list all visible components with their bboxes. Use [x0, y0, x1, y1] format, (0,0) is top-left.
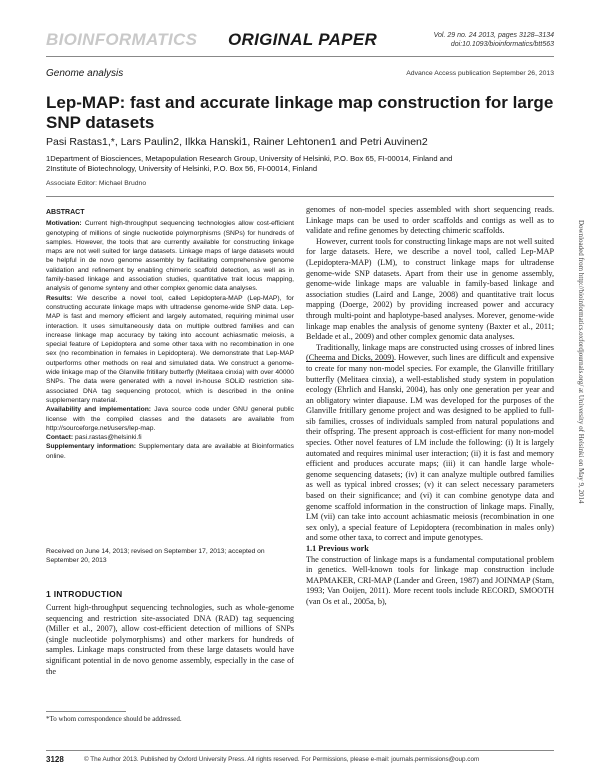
results-label: Results:: [46, 294, 73, 302]
advance-access: Advance Access publication September 26, 2013: [406, 70, 554, 77]
supp-label: Supplementary information:: [46, 443, 137, 451]
citation-link[interactable]: (Cheema and Dicks, 2009): [306, 353, 395, 363]
submission-dates: Received on June 14, 2013; revised on September 17, 2013; accepted on September 20, 2013: [46, 548, 265, 565]
copyright-line: © The Author 2013. Published by Oxford University Press. All rights reserved. For Permissions, please e-mail: journals.permissions@oup.com: [84, 756, 480, 763]
title-rule: [46, 196, 554, 197]
supp-text: Supplementary data are available at Bioinformatics online.: [46, 443, 294, 460]
footnote-rule: [46, 711, 126, 712]
abstract-supplementary: [46, 442, 294, 461]
contact-label: Contact:: [46, 434, 74, 442]
download-stamp-text: Downloaded from http://bioinformatics.oxfordjournals.org/ at University of Helsinki on May 9, 2014: [577, 220, 585, 504]
header-rule: [46, 56, 554, 57]
page-number: 3128: [46, 755, 64, 764]
associate-editor: Associate Editor: Michael Brudno: [46, 180, 147, 187]
affiliation-2: 2Institute of Biotechnology, University of Helsinki, P.O. Box 56, FI-00014, Finland: [46, 164, 318, 173]
section-label: Genome analysis: [46, 68, 124, 79]
author-list: Pasi Rastas1,*, Lars Paulin2, Ilkka Hanski1, Rainer Lehtonen1 and Petri Auvinen2: [46, 136, 428, 148]
abstract-contact: [46, 433, 294, 442]
paper-title: Lep-MAP: fast and accurate linkage map construction for large SNP datasets: [46, 93, 554, 132]
abstract: [46, 208, 294, 461]
download-stamp: [573, 220, 585, 650]
abstract-heading: ABSTRACT: [46, 209, 85, 216]
right-paragraph-2: However, current tools for constructing linkage maps are not well suited for large datasets. Here, we describe a novel tool, called Lep-MAP (Lepidoptera-MAP) (LM), to construct linkage maps for ultradense genome-wide SNP datasets. Apart from their use in genome assembly, genome-wide linkage maps are valuable in family-based linkage and association studies (Laird and Lange, 2008) and quantitative trait locus mapping (Doerge, 2002) by providing increased power and accuracy through multi-point and haplotype-based analyses. Morever, genome-wide linkage map enables the analysis of genome synteny (Baxter et al., 2011; Beldade et al., 2009) and other complex genomic data analyses.: [306, 236, 554, 342]
abstract-results: [46, 294, 294, 406]
p3-rest: . However, such lines are difficult and expensive to create for many non-model species. For example, the Glanville fritillary butterfly (Melitaea cinxia), a well-established study system in population ecology (Ehrlich and Hanski, 2004), has only one generation per year and an obligatory winter diapause. LM was developed for the purposes of the Glanville fritillary genome project and was designed to be applied to full-sib families, crosses of individuals sampled from natural populations and their offspring. The present approach is cost-efficient for many non-model species. Other novel features of LM include the following: (i) It is largely automated and requires minimal user interaction; (ii) it is fast and memory efficient and produces accurate maps; (iii) it can handle large whole-genome sequencing datasets; (iv) it can analyze multiple outbred families as well as typical inbred crosses; (v) it can select necessary parameters based on their significance; and (vi) it can combine genotype data and genome scaffold information in the construction of linkage maps. Finally, LM (vii) can take into account achiasmatic meiosis (recombination in one sex only), a special feature of Lepidoptera (recombination in males only) and some other taxa, to correct and impute genotypes.: [306, 353, 554, 543]
intro-paragraph: Current high-throughput sequencing technologies, such as whole-genome sequencing and restriction site-associated DNA (RAD) tag sequencing (Miller et al., 2007), allow cost-efficient detection of millions of SNPs (single nucleotide polymorphisms) and other markers for hundreds of samples. Linkage maps constructed from these large datasets would have significant potential in de novo genome assembly, especially in the case of the: [46, 603, 294, 676]
correspondence-footnote: *To whom correspondence should be addressed.: [46, 715, 182, 723]
paper-type: ORIGINAL PAPER: [228, 30, 378, 49]
contact-email[interactable]: pasi.rastas@helsinki.fi: [74, 434, 142, 442]
p3-start: Traditionally, linkage maps are constructed using crosses of inbred lines: [316, 342, 554, 352]
right-paragraph-4: The construction of linkage maps is a fundamental computational problem in genetics. Well-known tools for linkage map construction include MAPMAKER, CRI-MAP (Lander and Green, 1987) and JOINMAP (Stam, 1993; Van Ooijen, 2011). More recent tools include RECORD, SMOOTH (van Os et al., 2005a, b),: [306, 554, 554, 606]
doi-line[interactable]: doi:10.1093/bioinformatics/btt563: [450, 41, 554, 48]
subsection-heading: 1.1 Previous work: [306, 544, 369, 553]
right-paragraph-1: genomes of non-model species assembled with short sequencing reads. Linkage maps can be used to order scaffolds and contigs as well as to validate and refine genomes by detecting chimeric scaffolds.: [306, 205, 554, 236]
affiliation-1: 1Department of Biosciences, Metapopulation Research Group, University of Helsinki, P.O. Box 65, FI-00014, Finland and: [46, 154, 453, 163]
motivation-text: Current high-throughput sequencing technologies allow cost-efficient genotyping of millions of single nucleotide polymorphisms (SNPs) for hundreds of samples. However, the tools that are currently available for constructing linkage maps are not well suited for large datasets. Linkage maps of large datasets would be helpful in de novo genome assembly by facilitating comprehensive genome validation and refinement by enabling chimeric scaffold detection, as well as in family-based linkage and association studies, quantitative trait locus mapping, analysis of genome synteny and other complex genomic data analyses.: [46, 220, 295, 293]
availability-text[interactable]: Java source code under GNU general public license with the compiled classes and the datasets are available from http://sourceforge.net/users/lep-map.: [46, 406, 294, 432]
right-column: [306, 205, 554, 608]
abstract-motivation: [46, 219, 294, 293]
journal-name: BIOINFORMATICS: [46, 30, 198, 49]
volume-line: Vol. 29 no. 24 2013, pages 3128–3134: [433, 32, 554, 39]
motivation-label: Motivation:: [46, 220, 82, 228]
right-paragraph-3: [306, 343, 554, 544]
volume-info: [364, 31, 554, 49]
abstract-availability: [46, 405, 294, 433]
availability-label: Availability and implementation:: [46, 406, 152, 414]
intro-heading: 1 INTRODUCTION: [46, 589, 123, 599]
footer-rule: [46, 750, 554, 751]
results-text: We describe a novel tool, called Lepidoptera-MAP (Lep-MAP), for constructing accurate linkage maps with ultradense genome-wide SNP data. Lep-MAP is fast and memory efficient and largely automated, requiring minimal user interaction. It uses simultaneously data on multiple outbred families and can increase linkage map accuracy by taking into account achiasmatic meiosis, a special feature of Lepidoptera and some other taxa with no recombination in one sex (no recombination in females in Lepidoptera). We demonstrate that Lep-MAP outperforms other methods on real and simulated data. We construct a genome-wide linkage map of the Glanville fritillary butterfly (Melitaea cinxia) with over 40000 SNPs. The data were generated with a novel in-house SOLiD restriction site-associated DNA tag sequencing protocol, which is described in the online supplementary material.: [46, 294, 294, 404]
